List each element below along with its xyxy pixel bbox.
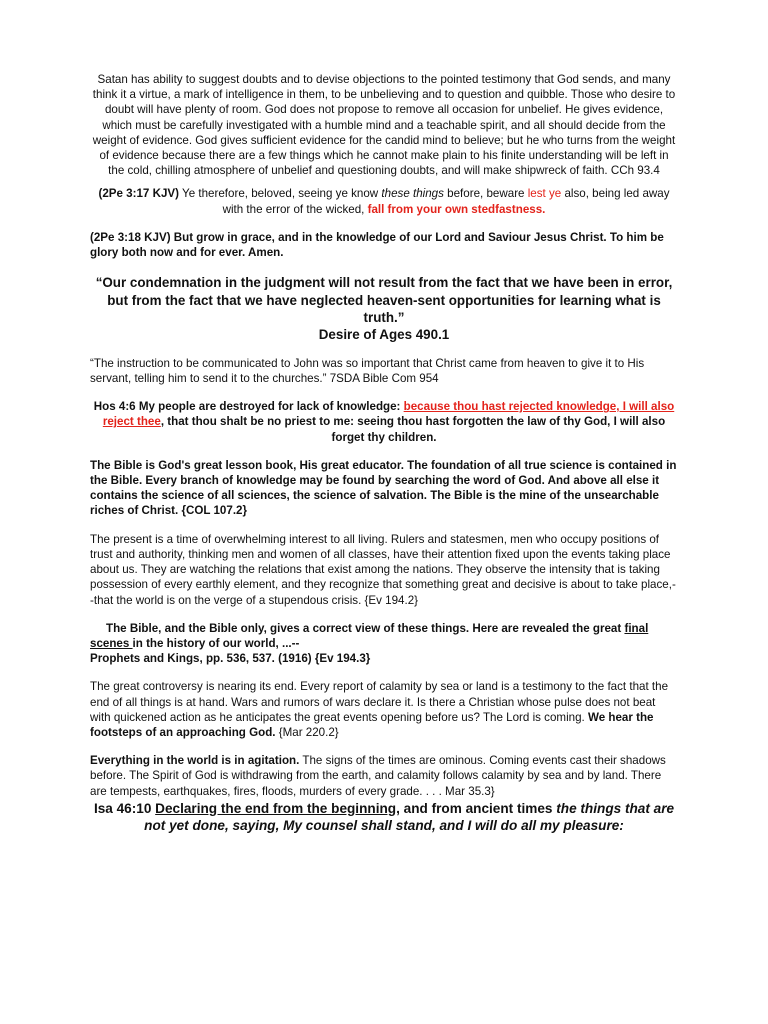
paragraph-great-controversy: The great controversy is nearing its end. Every report of calamity by sea or land is a testimony to the fact that the end of all things is at hand. Wars and rumors of wars declare it. Is there a Christian whose pulse does not beat with quickened action as he anticipates the great events opening before us? The Lord is coming. We hear the footsteps of an approaching God. {Mar 220.2}: [90, 680, 669, 739]
paragraph-instruction-john: “The instruction to be communicated to John was so important that Christ came from heaven to give it to His servant, telling him to send it to the churches.” 7SDA Bible Com 954: [90, 356, 645, 386]
verse-isa-46-10: Isa 46:10 Declaring the end from the beginning, and from ancient times the things that are not yet done, saying, My counsel shall stand, and I will do all my pleasure:: [93, 800, 675, 834]
paragraph-agitation: Everything in the world is in agitation. The signs of the times are ominous. Coming events cast their shadows before. The Spirit of God is withdrawing from the earth, and calamity follows calamity by sea and by land. There are tempests, earthquakes, fires, floods, murders of every grade. . . . Mar 35.3}: [90, 754, 666, 798]
verse-2pe-3-17: (2Pe 3:17 KJV) Ye therefore, beloved, seeing ye know these things before, beware lest ye also, being led away with the error of the wicked, fall from your own stedfastness.: [98, 187, 670, 216]
paragraph-bible-lesson-book: The Bible is God's great lesson book, His great educator. The foundation of all true science is contained in the Bible. Every branch of knowledge may be found by searching the word of God. And above all else it contains the science of all sciences, the science of salvation. The Bible is the mine of the unsearchable riches of Christ. {COL 107.2}: [90, 458, 677, 518]
paragraph-bible-only: The Bible, and the Bible only, gives a correct view of these things. Here are revealed the great final scenes in the history of our world, ...-- Prophets and Kings, pp. 536, 537. (1916) {Ev 194.3}: [90, 621, 649, 666]
verse-ref: (2Pe 3:17 KJV): [98, 187, 180, 201]
paragraph-satan-doubts: Satan has ability to suggest doubts and to devise objections to the pointed testimony that God sends, and many think it a virtue, a mark of intelligence in them, to be unbelieving and to question and quibble. Those who desire to doubt will have plenty of room. God does not propose to remove all occasion for unbelief. He gives evidence, which must be carefully investigated with a humble mind and a teachable spirit, and all should decide from the weight of evidence. God gives sufficient evidence for the candid mind to believe; but he who turns from the weight of evidence because there are a few things which he cannot make plain to his finite understanding will be left in the cold, chilling atmosphere of unbelief and questioning doubts, and will make shipwreck of faith. CCh 93.4: [92, 73, 676, 178]
quote-source: Desire of Ages 490.1: [318, 327, 450, 343]
document-page: [90, 72, 678, 835]
quote-desire-of-ages: “Our condemnation in the judgment will not result from the fact that we have been in error, but from the fact that we have neglected heaven-sent opportunities for learning what is truth.” Desire of Ages 490.1: [95, 275, 673, 343]
verse-hos-4-6: Hos 4:6 My people are destroyed for lack of knowledge: because thou hast rejected knowledge, I will also reject thee, that thou shalt be no priest to me: seeing thou hast forgotten the law of thy God, I will also forget thy children.: [93, 400, 675, 444]
verse-2pe-3-18: (2Pe 3:18 KJV) But grow in grace, and in the knowledge of our Lord and Saviour Jesus Christ. To him be glory both now and for ever. Amen.: [90, 230, 664, 260]
paragraph-present-time: The present is a time of overwhelming interest to all living. Rulers and statesmen, men who occupy positions of trust and authority, thinking men and women of all classes, have their attention fixed upon the events taking place about us. They are watching the relations that exist among the nations. They observe the intensity that is taking possession of every earthly element, and they recognize that something great and decisive is about to take place,--that the world is on the verge of a stupendous crisis. {Ev 194.2}: [90, 532, 676, 607]
